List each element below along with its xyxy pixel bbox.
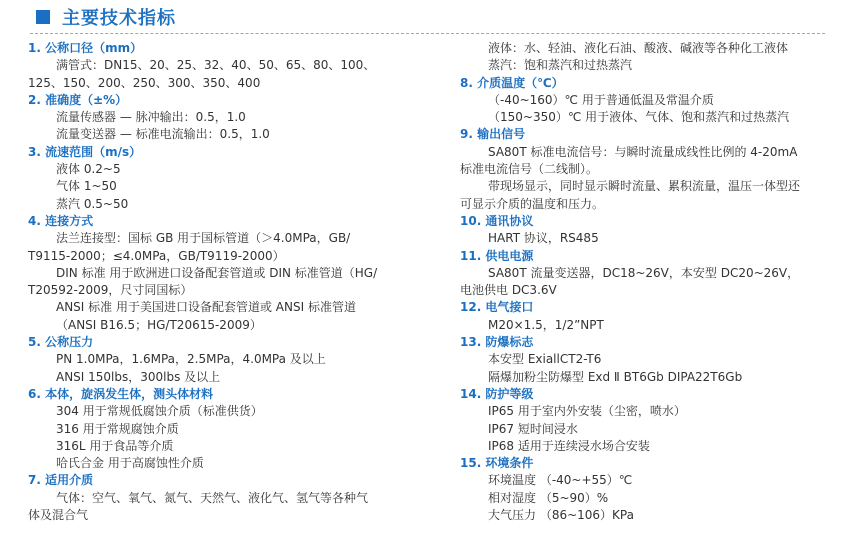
spec-line: 相对湿度 （5~90）% — [488, 490, 609, 505]
spec-line: 哈氏合金 用于高腐蚀性介质 — [56, 456, 204, 471]
spec-line: 法兰连接型：国标 GB 用于国标管道（＞4.0MPa，GB/ — [56, 231, 351, 246]
spec-line: 125、150、200、250、300、350、400 — [28, 75, 261, 90]
spec-line: 气体：空气、氧气、氮气、天然气、液化气、氢气等各种气 — [56, 490, 369, 505]
spec-line: IP68 适用于连续浸水场合安装 — [488, 438, 650, 453]
spec-line: 大气压力 （86~106）KPa — [488, 508, 634, 523]
right-column — [460, 40, 830, 524]
spec-line: 体及混合气 — [28, 508, 89, 523]
spec-heading: 6. 本体，旋涡发生体，测头体材料 — [28, 386, 214, 401]
spec-heading: 13. 防爆标志 — [460, 335, 534, 350]
spec-line: 304 用于常规低腐蚀介质（标准供货） — [56, 404, 263, 419]
spec-line: （ANSI B16.5；HG/T20615-2009） — [56, 317, 262, 332]
spec-line: 标准电流信号（二线制）。 — [460, 162, 599, 177]
spec-line: 气体 1~50 — [56, 179, 117, 194]
spec-line: 可显示介质的温度和压力。 — [460, 196, 605, 211]
spec-heading: 10. 通讯协议 — [460, 213, 534, 228]
spec-line: M20×1.5，1/2”NPT — [488, 317, 604, 332]
dashed-divider — [30, 33, 825, 34]
spec-heading: 5. 公称压力 — [28, 335, 94, 350]
spec-line: 流量传感器 — 脉冲输出：0.5，1.0 — [56, 110, 246, 125]
spec-line: 液体 0.2~5 — [56, 162, 121, 177]
spec-line: SA80T 标准电流信号：与瞬时流量成线性比例的 4-20mA — [488, 144, 798, 159]
spec-line: SA80T 流量变送器，DC18~26V，本安型 DC20~26V， — [488, 265, 800, 280]
spec-heading: 12. 电气接口 — [460, 300, 534, 315]
spec-heading: 1. 公称口径（mm） — [28, 41, 143, 55]
spec-line: 316 用于常规腐蚀介质 — [56, 421, 179, 436]
spec-line: DIN 标准 用于欧洲进口设备配套管道或 DIN 标准管道（HG/ — [56, 265, 378, 280]
spec-line: 满管式：DN15、20、25、32、40、50、65、80、100、 — [56, 58, 376, 73]
spec-heading: 4. 连接方式 — [28, 213, 94, 228]
spec-line: 流量变送器 — 标准电流输出：0.5，1.0 — [56, 127, 270, 142]
spec-line: ANSI 标准 用于美国进口设备配套管道或 ANSI 标准管道 — [56, 300, 356, 315]
left-column — [28, 40, 423, 524]
spec-heading: 3. 流速范围（m/s） — [28, 144, 142, 159]
spec-line: 蒸汽 0.5~50 — [56, 196, 129, 211]
spec-line: （-40~160）℃ 用于普通低温及常温介质 — [488, 92, 714, 107]
spec-line: HART 协议，RS485 — [488, 231, 599, 246]
spec-line: 电池供电 DC3.6V — [460, 283, 557, 298]
spec-line: 隔爆加粉尘防爆型 Exd Ⅱ BT6Gb DIPA22T6Gb — [488, 369, 743, 384]
header-square-icon — [36, 10, 50, 24]
spec-heading: 15. 环境条件 — [460, 456, 534, 471]
spec-line: IP67 短时间浸水 — [488, 421, 578, 436]
spec-line: 本安型 ExiallCT2-T6 — [488, 352, 602, 367]
spec-heading: 9. 输出信号 — [460, 127, 526, 142]
section-title: 主要技术指标 — [62, 8, 176, 29]
spec-line: （150~350）℃ 用于液体、气体、饱和蒸汽和过热蒸汽 — [488, 110, 790, 125]
section-header — [36, 4, 176, 30]
spec-line: 液体：水、轻油、液化石油、酸液、碱液等各种化工液体 — [488, 41, 789, 55]
spec-heading: 11. 供电电源 — [460, 248, 534, 263]
spec-line: 蒸汽：饱和蒸汽和过热蒸汽 — [488, 58, 633, 73]
spec-heading: 7. 适用介质 — [28, 473, 94, 488]
spec-heading: 8. 介质温度（℃） — [460, 75, 564, 90]
spec-line: T9115-2000；≤4.0MPa，GB/T9119-2000） — [28, 248, 285, 263]
spec-line: T20592-2009，尺寸同国标） — [28, 283, 193, 298]
spec-line: PN 1.0MPa，1.6MPa，2.5MPa，4.0MPa 及以上 — [56, 352, 326, 367]
spec-heading: 2. 准确度（±%） — [28, 92, 128, 107]
spec-line: 316L 用于食品等介质 — [56, 438, 174, 453]
spec-line: ANSI 150lbs，300lbs 及以上 — [56, 369, 221, 384]
spec-line: 环境温度 （-40~+55）℃ — [488, 473, 633, 488]
spec-line: 带现场显示，同时显示瞬时流量、累积流量，温压一体型还 — [488, 179, 801, 194]
spec-line: IP65 用于室内外安装（尘密，喷水） — [488, 404, 686, 419]
spec-heading: 14. 防护等级 — [460, 386, 534, 401]
